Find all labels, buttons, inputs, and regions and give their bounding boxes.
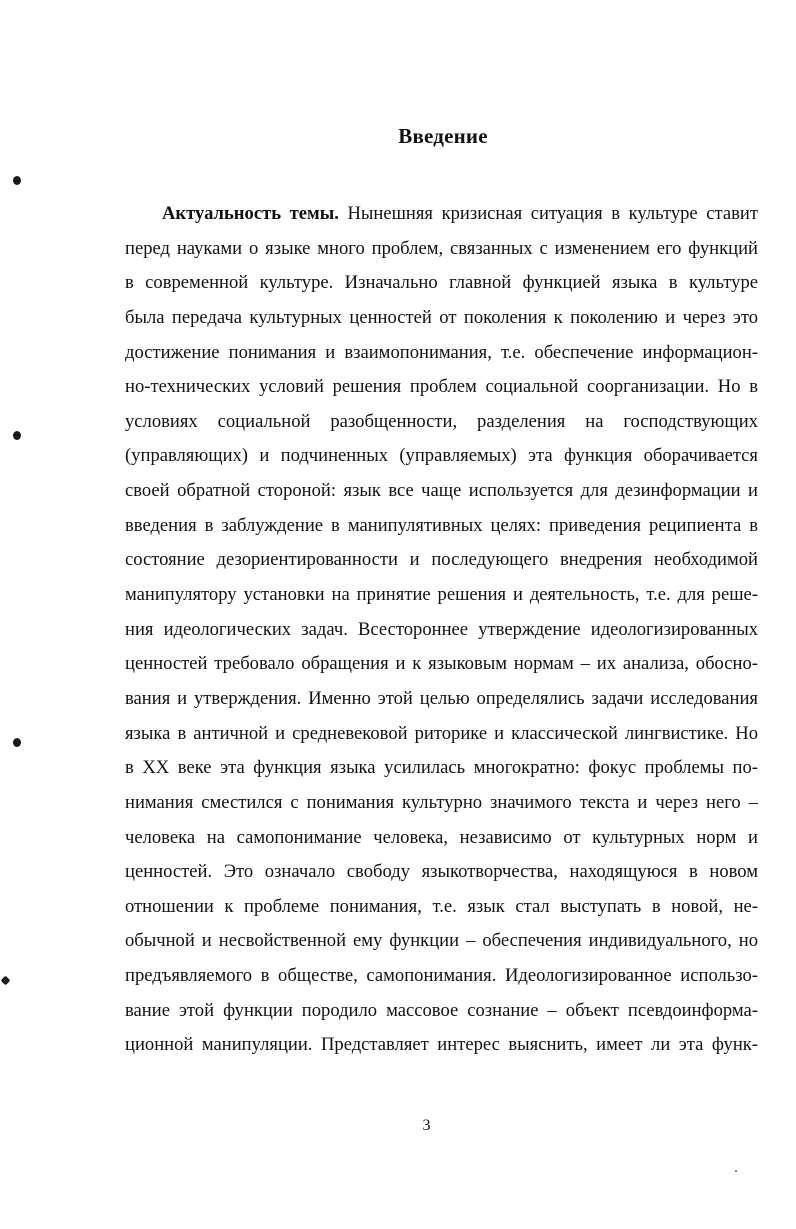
paragraph-line: перед науками о языке много проблем, связанных с изменением его функций	[125, 237, 758, 259]
binder-hole-mark	[13, 738, 21, 747]
paragraph-line: нимания сместился с понимания культурно значимого текста и через него –	[125, 791, 758, 813]
paragraph-line	[125, 197, 758, 232]
paragraph-line: предъявляемого в обществе, самопонимания. Идеологизированное использо-	[125, 965, 758, 987]
paragraph-line: в XX веке эта функция языка усилилась многократно: фокус проблемы по-	[125, 757, 758, 779]
scan-speck	[735, 1170, 737, 1172]
paragraph-line-text: Нынешняя кризисная ситуация в культуре ставит	[338, 203, 758, 224]
page-number: 3	[422, 1117, 431, 1134]
binder-hole-mark	[13, 176, 21, 185]
paragraph-line: достижение понимания и взаимопонимания, т.е. обеспечение информацион-	[125, 341, 758, 363]
paragraph-line: человека на самопонимание человека, независимо от культурных норм и	[125, 826, 758, 848]
paragraph-line: ценностей требовало обращения и к языковым нормам – их анализа, обосно-	[125, 653, 758, 675]
paragraph-line: языка в античной и средневековой риторике и классической лингвистике. Но	[125, 722, 758, 744]
binder-hole-mark	[13, 431, 21, 440]
paragraph-line: своей обратной стороной: язык все чаще используется для дезинформации и	[125, 480, 758, 502]
paragraph-line: условиях социальной разобщенности, разделения на господствующих	[125, 410, 758, 432]
paragraph-line: в современной культуре. Изначально главной функцией языка в культуре	[125, 272, 758, 294]
paragraph-line: но-технических условий решения проблем социальной соорганизации. Но в	[125, 376, 758, 398]
page-heading: Введение	[398, 124, 488, 148]
paragraph-line: ционной манипуляции. Представляет интерес выяснить, имеет ли эта функ-	[125, 1034, 758, 1056]
paragraph-line: состояние дезориентированности и последующего внедрения необходимой	[125, 549, 758, 571]
body-paragraph	[125, 197, 758, 1063]
paragraph-line: отношении к проблеме понимания, т.е. язык стал выступать в новой, не-	[125, 895, 758, 917]
paragraph-lead: Актуальность темы.	[162, 203, 339, 224]
paragraph-line: была передача культурных ценностей от поколения к поколению и через это	[125, 306, 758, 328]
paragraph-line: (управляющих) и подчиненных (управляемых) эта функция оборачивается	[125, 445, 758, 467]
paragraph-line: ценностей. Это означало свободу языкотворчества, находящуюся в новом	[125, 861, 758, 883]
paragraph-line: введения в заблуждение в манипулятивных целях: приведения реципиента в	[125, 514, 758, 536]
paragraph-line: обычной и несвойственной ему функции – обеспечения индивидуального, но	[125, 930, 758, 952]
paragraph-line: вание этой функции породило массовое сознание – объект псевдоинформа-	[125, 999, 758, 1021]
paragraph-line: вания и утверждения. Именно этой целью определялись задачи исследования	[125, 687, 758, 709]
paragraph-line: ния идеологических задач. Всестороннее утверждение идеологизированных	[125, 618, 758, 640]
binder-hole-mark	[1, 976, 11, 986]
paragraph-line: манипулятору установки на принятие решения и деятельность, т.е. для реше-	[125, 584, 758, 606]
